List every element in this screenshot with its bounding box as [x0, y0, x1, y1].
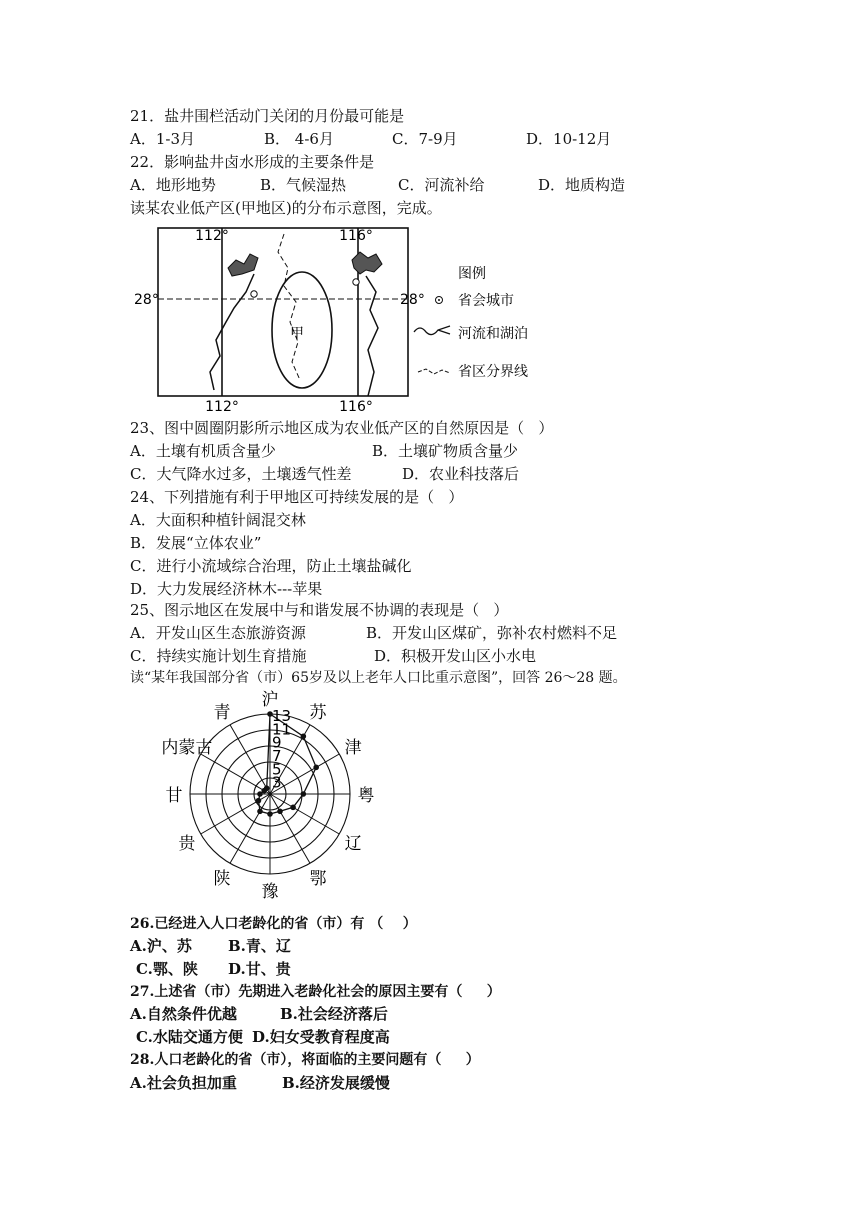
radar-point-贵 [256, 798, 262, 804]
lon-top-116: 116° [339, 228, 373, 244]
q28-option-b: B.经济发展缓慢 [282, 1074, 390, 1092]
radar-point-苏 [301, 733, 307, 739]
lat-right-28: 28° [400, 292, 425, 308]
region-jia-label: 甲 [290, 326, 304, 342]
q21-stem: 21．盐井围栏活动门关闭的月份最可能是 [130, 107, 405, 125]
radar-point-津 [313, 765, 319, 771]
radar-label-贵: 贵 [178, 834, 196, 854]
q27-option-c: C.水陆交通方便 [136, 1028, 243, 1046]
q22-stem: 22．影响盐井卤水形成的主要条件是 [130, 153, 375, 171]
radar-point-豫 [267, 811, 273, 817]
radar-label-甘: 甘 [165, 786, 183, 806]
q22-option-c: C．河流补给 [398, 176, 485, 194]
q26-option-d: D.甘、贵 [228, 960, 291, 978]
intro-radar: 读“某年我国部分省（市）65岁及以上老年人口比重示意图”，回答 26～28 题。 [130, 670, 627, 686]
lon-bottom-112: 112° [205, 399, 239, 415]
radar-label-沪: 沪 [261, 690, 279, 710]
q24-option-d: D．大力发展经济林木---苹果 [130, 580, 323, 598]
radar-label-津: 津 [344, 738, 362, 758]
q25-stem: 25、图示地区在发展中与和谐发展不协调的表现是（ ） [130, 601, 509, 619]
q28-option-a: A.社会负担加重 [130, 1074, 237, 1092]
q21-option-c: C．7-9月 [392, 130, 458, 148]
river-2 [366, 276, 378, 396]
q23-option-a: A．土壤有机质含量少 [130, 442, 276, 460]
q24-option-b: B．发展“立体农业” [130, 534, 262, 552]
q24-stem: 24、下列措施有利于甲地区可持续发展的是（ ） [130, 488, 464, 506]
radar-label-粤: 粤 [357, 786, 375, 806]
legend-city-label: 省会城市 [458, 293, 514, 309]
lat-left-28: 28° [134, 292, 159, 308]
q24-option-a: A．大面积种植针阔混交林 [130, 511, 306, 529]
q27-option-a: A.自然条件优越 [130, 1005, 237, 1023]
radar-point-鄂 [277, 809, 283, 815]
q21-option-b: B． 4-6月 [264, 130, 334, 148]
lake-left [228, 254, 258, 276]
radar-label-鄂: 鄂 [309, 869, 327, 890]
q21-option-a: A．1-3月 [130, 130, 195, 148]
province-boundary [278, 234, 300, 380]
radar-label-豫: 豫 [261, 882, 279, 902]
radar-tick-9: 9 [272, 733, 282, 752]
lon-top-112: 112° [195, 228, 229, 244]
radar-tick-3: 3 [272, 773, 282, 792]
q26-option-c: C.鄂、陕 [136, 960, 198, 978]
radar-point-粤 [301, 791, 307, 797]
q22-option-b: B．气候湿热 [260, 176, 347, 194]
radar-label-青: 青 [213, 702, 231, 723]
capital-city-1 [251, 291, 257, 297]
radar-point-青 [264, 785, 270, 791]
legend-boundary-label: 省区分界线 [458, 364, 528, 380]
q23-option-b: B．土壤矿物质含量少 [372, 442, 519, 460]
legend-river-icon [414, 326, 450, 335]
lake-right [352, 252, 382, 274]
q28-stem: 28.人口老龄化的省（市），将面临的主要问题有（ ） [130, 1052, 480, 1068]
q26-stem: 26.已经进入人口老龄化的省（市）有 （ ） [130, 916, 417, 932]
q26-option-a: A.沪、苏 [130, 937, 192, 955]
radar-label-内蒙古: 内蒙古 [161, 738, 213, 758]
elderly-population-radar-chart [150, 690, 390, 906]
q23-option-d: D．农业科技落后 [402, 465, 520, 483]
lon-bottom-116: 116° [339, 399, 373, 415]
radar-label-陕: 陕 [213, 869, 231, 890]
q25-option-b: B．开发山区煤矿，弥补农村燃料不足 [366, 624, 618, 642]
legend-river-label: 河流和湖泊 [458, 326, 528, 342]
legend-boundary-icon [418, 369, 450, 374]
q23-stem: 23、图中圆圈阴影所示地区成为农业低产区的自然原因是（ ） [130, 419, 554, 437]
q23-option-c: C．大气降水过多，土壤透气性差 [130, 465, 352, 483]
q27-option-d: D.妇女受教育程度高 [252, 1028, 390, 1046]
q26-option-b: B.青、辽 [228, 937, 291, 955]
q27-option-b: B.社会经济落后 [280, 1005, 388, 1023]
radar-tick-13: 13 [272, 707, 292, 725]
radar-point-辽 [290, 805, 296, 811]
q21-option-d: D．10-12月 [526, 130, 612, 148]
radar-point-陕 [257, 809, 263, 815]
q25-option-d: D．积极开发山区小水电 [374, 647, 537, 665]
intro-map: 读某农业低产区(甲地区)的分布示意图，完成。 [130, 199, 442, 217]
radar-label-苏: 苏 [309, 702, 327, 723]
radar-label-辽: 辽 [344, 834, 362, 854]
capital-city-2 [353, 279, 359, 285]
radar-tick-5: 5 [272, 760, 282, 779]
radar-tick-7: 7 [272, 747, 282, 765]
low-yield-map [128, 222, 548, 418]
q24-option-c: C．进行小流域综合治理，防止土壤盐碱化 [130, 557, 412, 575]
radar-tick-11: 11 [272, 720, 292, 739]
legend-title: 图例 [458, 266, 486, 282]
q25-option-a: A．开发山区生态旅游资源 [130, 624, 306, 642]
q22-option-d: D．地质构造 [538, 176, 626, 194]
q22-option-a: A．地形地势 [130, 176, 216, 194]
q25-option-c: C．持续实施计划生育措施 [130, 647, 307, 665]
q27-stem: 27.上述省（市）先期进入老龄化社会的原因主要有（ ） [130, 984, 501, 1000]
river-1 [210, 274, 254, 390]
